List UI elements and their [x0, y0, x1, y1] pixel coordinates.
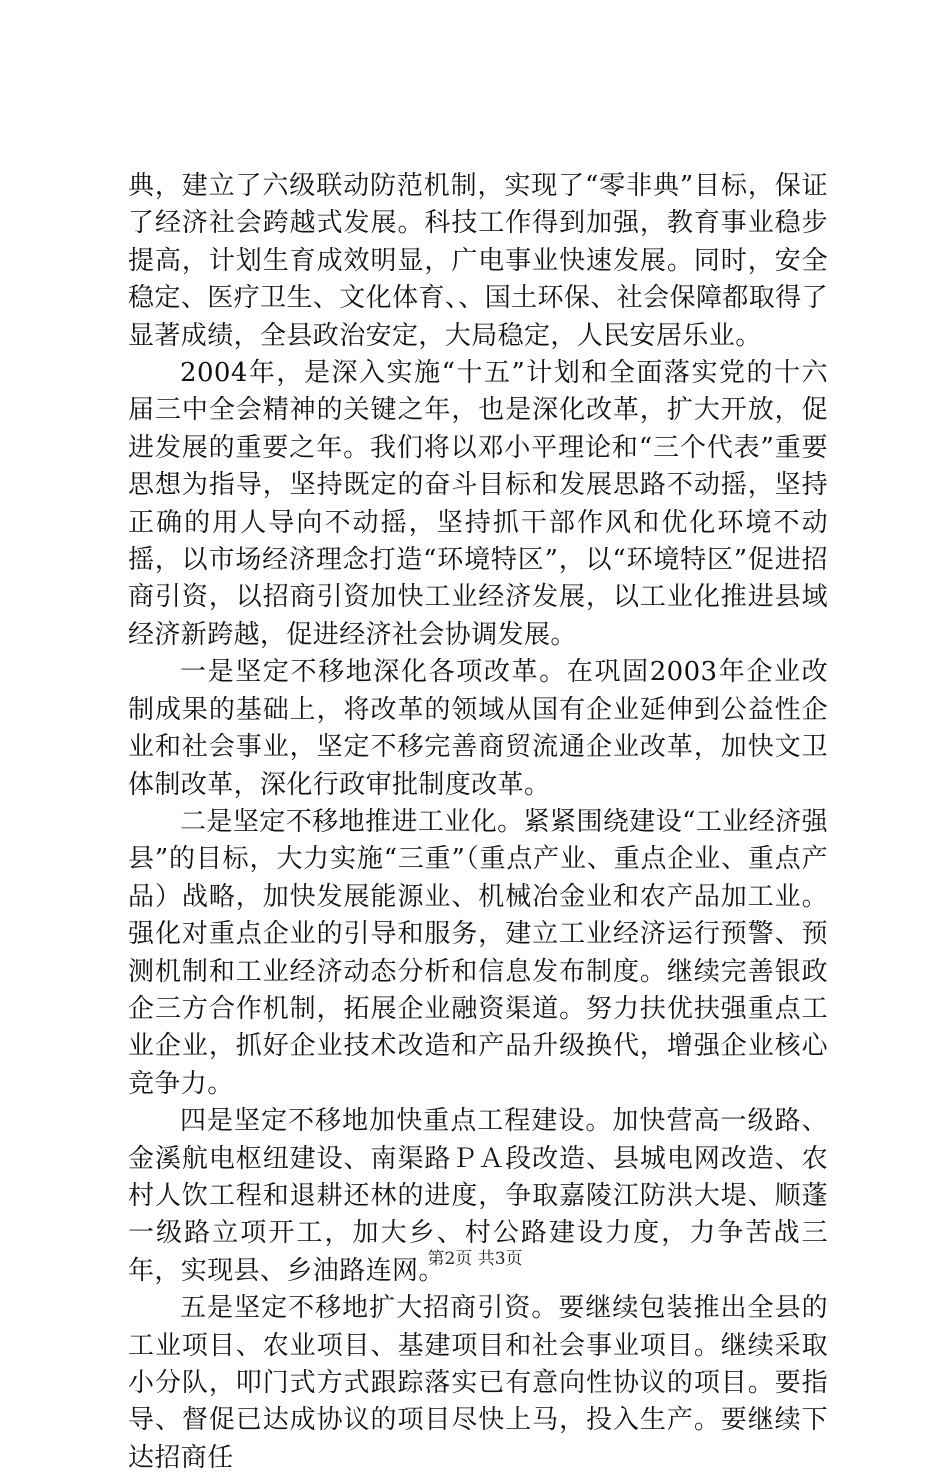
paragraph-5: 四是坚定不移地加快重点工程建设。加快营高一级路、金溪航电枢纽建设、南渠路ＰＡ段改造、县城电网改造、农村人饮工程和退耕还林的进度，争取嘉陵江防洪大堤、顺蓬一级路立项开工，加大乡、村公路建设力度，力争苦战三年，实现县、乡油路连网。 — [128, 1106, 828, 1286]
page-number-label: 第2页 共3页 — [427, 1249, 523, 1269]
page-footer — [0, 1244, 950, 1269]
paragraph-3: 一是坚定不移地深化各项改革。在巩固2003年企业改制成果的基础上，将改革的领域从国有企业延伸到公益性企业和社会事业，坚定不移完善商贸流通企业改革，加快文卫体制改革，深化行政审批制度改革。 — [128, 657, 828, 800]
paragraph-1: 典，建立了六级联动防范机制，实现了“零非典”目标，保证了经济社会跨越式发展。科技工作得到加强，教育事业稳步提高，计划生育成效明显，广电事业快速发展。同时，安全稳定、医疗卫生、文化体育、、国土环保、社会保障都取得了显著成绩，全县政治安定，大局稳定，人民安居乐业。 — [128, 171, 828, 351]
paragraph-4: 二是坚定不移地推进工业化。紧紧围绕建设“工业经济强县”的目标，大力实施“三重”（重点产业、重点企业、重点产品）战略，加快发展能源业、机械冶金业和农产品加工业。强化对重点企业的引导和服务，建立工业经济运行预警、预测机制和工业经济动态分析和信息发布制度。继续完善银政企三方合作机制，拓展企业融资渠道。努力扶优扶强重点工业企业，抓好企业技术改造和产品升级换代，增强企业核心竞争力。 — [128, 806, 828, 1099]
paragraph-2: 2004年，是深入实施“十五”计划和全面落实党的十六届三中全会精神的关键之年，也是深化改革，扩大开放，促进发展的重要之年。我们将以邓小平理论和“三个代表”重要思想为指导，坚持既定的奋斗目标和发展思路不动摇，坚持正确的用人导向不动摇，坚持抓干部作风和优化环境不动摇，以市场经济理念打造“环境特区”，以“环境特区”促进招商引资，以招商引资加快工业经济发展，以工业化推进县域经济新跨越，促进经济社会协调发展。 — [128, 358, 828, 650]
document-body — [128, 168, 828, 1477]
paragraph-6: 五是坚定不移地扩大招商引资。要继续包装推出全县的工业项目、农业项目、基建项目和社会事业项目。继续采取小分队，叩门式方式跟踪落实已有意向性协议的项目。要指导、督促已达成协议的项目尽快上马，投入生产。要继续下达招商任 — [128, 1293, 828, 1473]
